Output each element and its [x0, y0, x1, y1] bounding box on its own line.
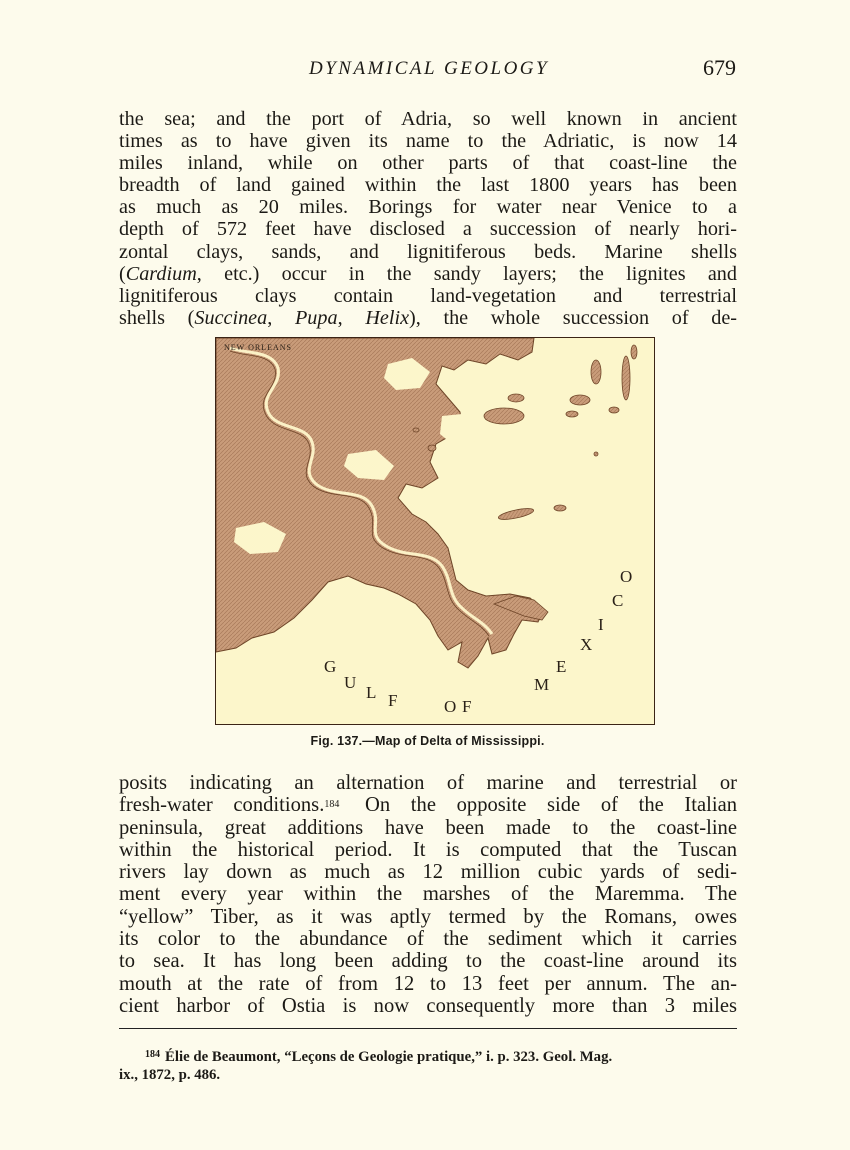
text-line: depth of 572 feet have disclosed a succession of nearly hori- [119, 218, 737, 241]
gulf-letter: F [388, 691, 398, 710]
gulf-letter: F [462, 697, 472, 716]
text-line: mouth at the rate of from 12 to 13 feet per annum. The an- [119, 972, 737, 995]
text-line: zontal clays, sands, and lignitiferous beds. Marine shells [119, 240, 737, 263]
text-line: to sea. It has long been adding to the coast-line around its [119, 950, 737, 973]
gulf-letter: L [366, 683, 377, 702]
gulf-letter: G [324, 657, 337, 676]
paragraph-bottom [119, 772, 737, 1017]
footnote-reference[interactable]: 184 [324, 799, 340, 811]
delta-map [216, 338, 653, 723]
gulf-letter: X [580, 635, 593, 654]
delta-map-figure [215, 337, 655, 725]
text-line: posits indicating an alternation of marine and terrestrial or [119, 772, 737, 794]
text-line: peninsula, great additions have been made to the coast-line [119, 816, 737, 839]
text-line: (Cardium, etc.) occur in the sandy layers; the lignites and [119, 262, 737, 285]
text-line: miles inland, while on other parts of that coast-line the [119, 152, 737, 175]
footnote-text: Élie de Beaumont, “Leçons de Geologie pratique,” i. p. 323. Geol. Mag. [165, 1049, 613, 1065]
page-header [119, 55, 736, 88]
text-line-with-note [119, 794, 737, 816]
text-line: ment every year within the marshes of the Maremma. The [119, 883, 737, 906]
text-line: within the historical period. It is computed that the Tuscan [119, 838, 737, 861]
text-line: the sea; and the port of Adria, so well known in ancient [119, 108, 737, 130]
gulf-letter: U [344, 673, 357, 692]
running-title: DYNAMICAL GEOLOGY [309, 58, 550, 79]
text-line: as much as 20 miles. Borings for water near Venice to a [119, 196, 737, 219]
genus-name: Pupa [294, 306, 338, 329]
gulf-letter: E [556, 657, 567, 676]
footnote [119, 1046, 737, 1084]
text-line: “yellow” Tiber, as it was aptly termed by the Romans, owes [119, 905, 737, 928]
gulf-letter: O [620, 567, 633, 586]
new-orleans-label: NEW ORLEANS [224, 343, 292, 352]
text-line: breadth of land gained within the last 1800 years has been [119, 174, 737, 197]
footnote-number: 184 [145, 1049, 160, 1060]
line-end: On the opposite side of the Italian [365, 794, 738, 817]
text-line: lignitiferous clays contain land-vegetation and terrestrial [119, 284, 737, 307]
gulf-letter: M [534, 675, 550, 694]
paragraph-top [119, 108, 737, 329]
gulf-letter: I [598, 615, 604, 634]
genus-name: Cardium [125, 262, 197, 285]
page-number: 679 [703, 55, 736, 80]
genus-name: Succinea [194, 306, 268, 329]
gulf-letter: O [444, 697, 457, 716]
genus-name: Helix [365, 306, 410, 329]
figure-caption: Fig. 137.—Map of Delta of Mississippi. [310, 734, 545, 748]
footnote-line [119, 1046, 737, 1066]
text-line: cient harbor of Ostia is now consequently more than 3 miles [119, 994, 737, 1017]
footnote-divider [119, 1028, 737, 1029]
text-line: rivers lay down as much as 12 million cubic yards of sedi- [119, 861, 737, 884]
footnote-line: ix., 1872, p. 486. [119, 1067, 221, 1083]
text-line: its color to the abundance of the sediment which it carries [119, 928, 737, 951]
text-line: shells (Succinea, Pupa, Helix), the whole succession of de- [119, 306, 738, 329]
gulf-letter: C [612, 591, 624, 610]
text-line: times as to have given its name to the Adriatic, is now 14 [119, 130, 737, 153]
line-start: fresh-water conditions. [119, 794, 325, 817]
